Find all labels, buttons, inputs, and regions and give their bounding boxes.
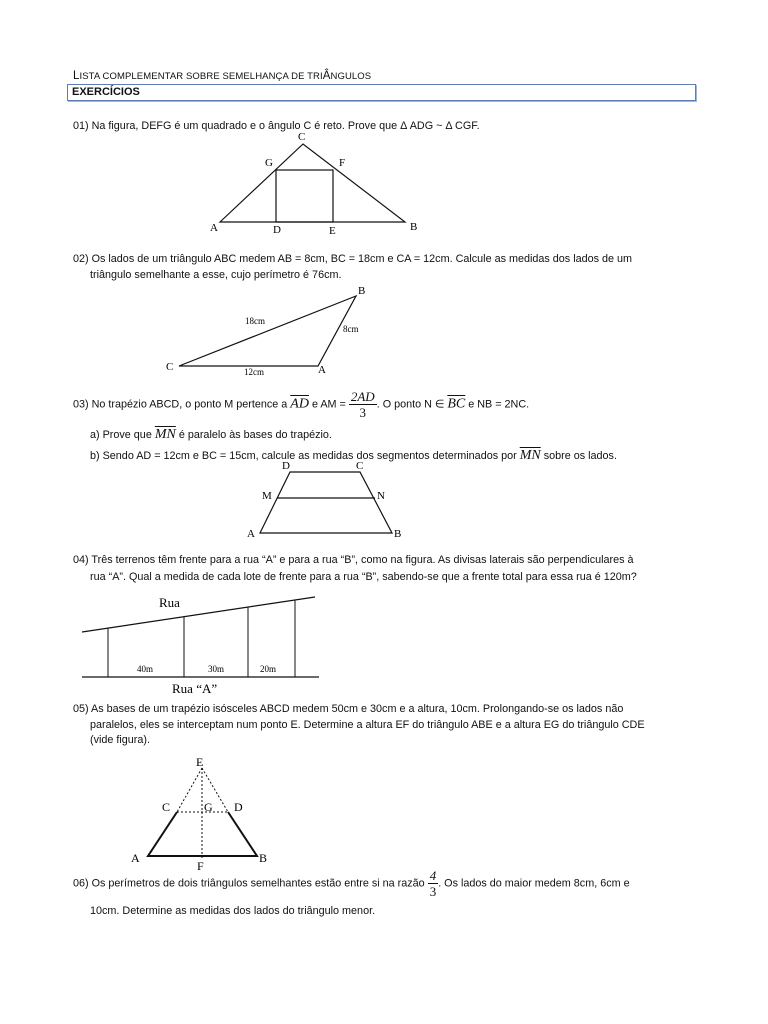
q3-seg-MN-a: $\overline{MN}$	[154, 427, 176, 442]
q1-label-G: G	[265, 157, 273, 169]
q2-label-C: C	[166, 361, 174, 373]
q2-label-AB: 8cm	[343, 324, 359, 334]
q2-line1: 02) Os lados de um triângulo ABC medem AB = 8cm, BC = 18cm e CA = 12cm. Calcule as medidas dos lados de um	[73, 253, 633, 265]
q3-label-N: N	[377, 490, 385, 502]
q1-label-B: B	[410, 221, 418, 233]
section-title: EXERCÍCIOS	[72, 86, 140, 98]
q4-line2: rua “A”. Qual a medida de cada lote de frente para a rua “B”, sabendo-se que a frente total para essa rua é 120m?	[90, 571, 637, 583]
q3-mid1: e AM =	[311, 398, 346, 411]
q4-line1: 04) Três terrenos têm frente para a rua “A” e para a rua “B”, como na figura. As divisas laterais são perpendiculares à	[73, 554, 634, 566]
q5-line2: paralelos, eles se interceptam num ponto E. Determine a altura EF do triângulo ABE e a altura EG do triângulo CDE	[90, 719, 645, 731]
q2-label-CA: 12cm	[244, 367, 264, 377]
q5-line1: 05) As bases de um trapézio isósceles ABCD medem 50cm e 30cm e a altura, 10cm. Prolongando-se os lados não	[73, 703, 624, 715]
q3-item-a: a) Prove que $\overline{MN}$ é paralelo às bases do trapézio.	[90, 427, 332, 442]
q3-seg-MN-b: $\overline{MN}$	[519, 448, 541, 463]
q3-seg-AD: $\overline{AD}$	[290, 396, 309, 412]
q6-line2: 10cm. Determine as medidas dos lados do triângulo menor.	[90, 905, 376, 917]
q2-label-BC: 18cm	[245, 316, 265, 326]
q5-label-D: D	[234, 800, 243, 814]
q6-fraction	[428, 868, 439, 899]
q3-label-D: D	[282, 460, 290, 472]
q3-pre: 03) No trapézio ABCD, o ponto M pertence a	[73, 398, 288, 411]
q4-lot-3: 20m	[260, 664, 277, 674]
q3-label-C: C	[356, 460, 364, 472]
q1-label-F: F	[339, 157, 346, 169]
q4-lot-2: 30m	[208, 664, 225, 674]
q6-frac-den: 3	[429, 884, 437, 899]
q3-mid2: . O ponto N ∈	[376, 398, 445, 411]
q5-label-E: E	[196, 755, 204, 769]
q3-label-B: B	[394, 528, 402, 540]
q5-label-B: B	[259, 851, 268, 865]
q5-line3: (vide figura).	[90, 734, 151, 746]
worksheet-title: LISTA COMPLEMENTAR SOBRE SEMELHANÇA DE TRIÂNGULOS	[73, 70, 372, 82]
q4-rua-label: Rua	[159, 595, 180, 610]
q4-lot-1: 40m	[137, 664, 154, 674]
q2-label-A: A	[318, 364, 326, 376]
q4-rua-a-label: Rua “A”	[172, 681, 218, 696]
q1-label-C: C	[298, 131, 306, 143]
q1-text: 01) Na figura, DEFG é um quadrado e o ângulo C é reto. Prove que Δ ADG ~ Δ CGF.	[73, 120, 480, 132]
q3-label-M: M	[262, 490, 272, 502]
q6-line1: 06) Os perímetros de dois triângulos semelhantes estão entre si na razão $\frac{4}{3}$ . Os lados do maior medem 8cm, 6cm e	[73, 868, 630, 899]
q3-label-A: A	[247, 528, 255, 540]
q5-label-C: C	[162, 800, 171, 814]
q1-label-E: E	[329, 225, 336, 237]
q2-label-B: B	[358, 285, 366, 297]
q6-frac-num: 4	[429, 868, 437, 883]
q3-frac-den: 3	[359, 405, 367, 420]
q3-item-b: b) Sendo AD = 12cm e BC = 15cm, calcule as medidas dos segmentos determinados por $\overline{MN}$ sobre os lados.	[90, 448, 617, 463]
q5-label-G: G	[204, 800, 213, 814]
q5-label-A: A	[131, 851, 140, 865]
q1-label-D: D	[273, 224, 281, 236]
q2-line2: triângulo semelhante a esse, cujo perímetro é 76cm.	[90, 269, 342, 281]
q3-frac-num: 2AD	[350, 389, 375, 404]
q3-post: e NB = 2NC.	[468, 398, 530, 411]
q5-label-F: F	[197, 859, 204, 873]
q1-label-A: A	[210, 222, 218, 234]
q3-seg-BC: $\overline{BC}$	[447, 396, 466, 412]
